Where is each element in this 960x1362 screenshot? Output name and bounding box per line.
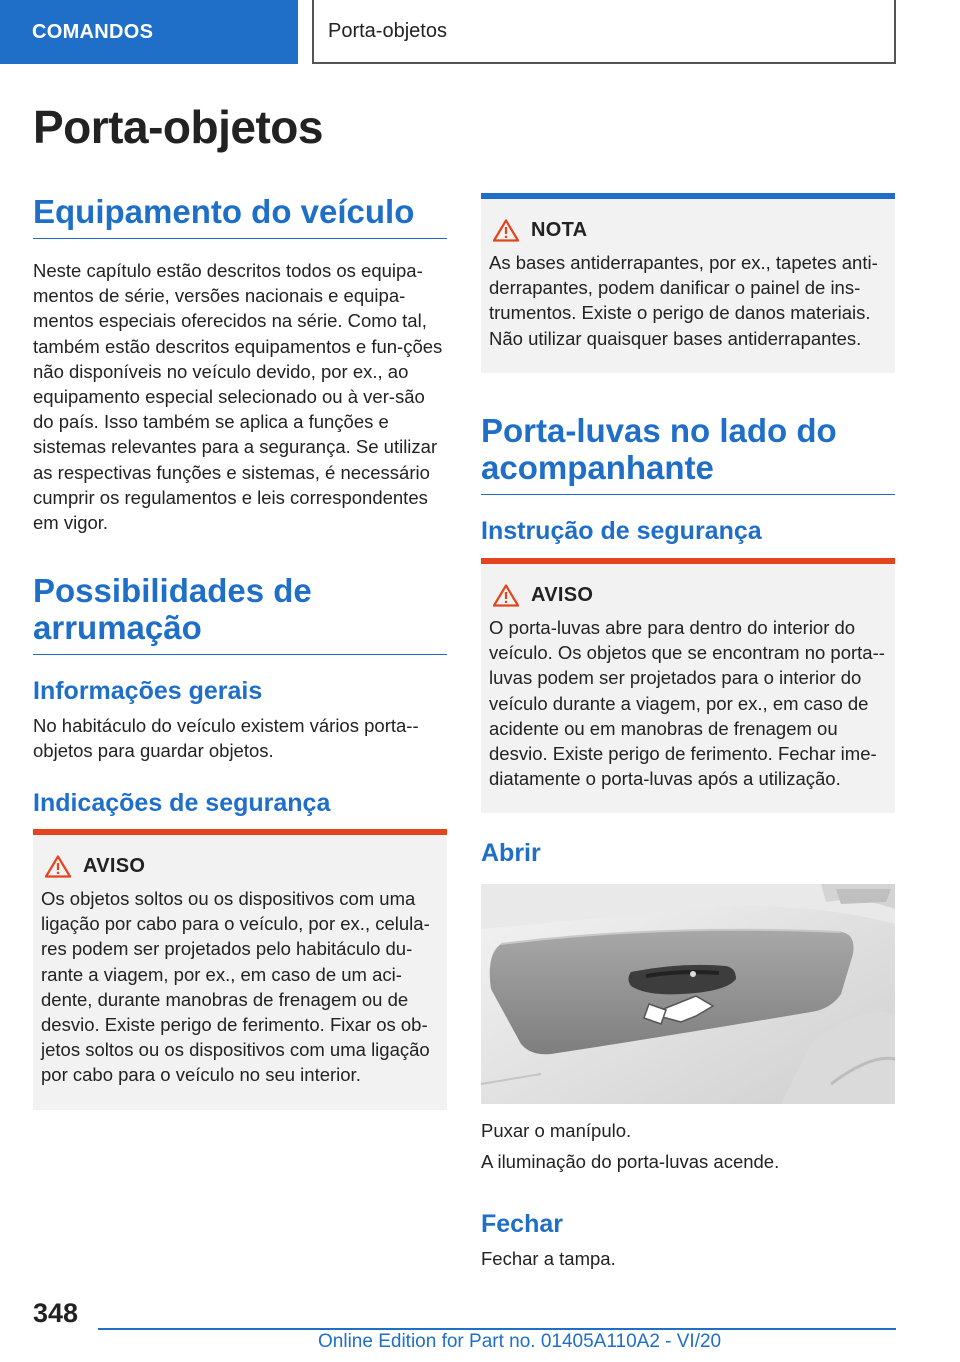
warning-box [33,829,447,1110]
general-info-text: No habitáculo do veículo existem vários porta--objetos para guardar objetos. [33,715,419,762]
equipment-text: Neste capítulo estão descritos todos os equipa-mentos de série, versões nacionais e equipa-mentos especiais oferecidos na série. Como tal, também estão descritos equipamentos e fun-ções não disponíveis no veículo devido, por ex., ao equipamento especial selecionado ou à ver-são do país. Isso também se aplica a funções e sistemas relevantes para a segurança. Se utilizar as respectivas funções e sistemas, é necessário cumprir os regulamentos e leis correspondentes em vigor. [33,260,443,534]
note-text: As bases antiderrapantes, por ex., tapetes anti-derrapantes, podem danificar o painel de ins-trumentos. Existe o perigo de danos materiais. Não utilizar quaisquer bases antiderrapantes. [489,252,878,349]
warning-label: AVISO [531,584,594,606]
storage-heading: Possibilidades de arrumação [33,572,447,655]
open-step-1: Puxar o manípulo. [481,1120,632,1141]
header-section-tab: COMANDOS [0,0,298,64]
equipment-heading: Equipamento do veículo [33,193,447,239]
open-heading: Abrir [481,839,541,867]
warning-label: AVISO [83,855,146,877]
safety-heading: Indicações de segurança [33,789,331,817]
page-title: Porta-objetos [33,101,323,153]
close-text: Fechar a tampa. [481,1248,616,1269]
footer-divider [98,1328,896,1330]
note-header [493,219,887,242]
glovebox-heading: Porta-luvas no lado do acompanhante [481,412,895,495]
glovebox-warning-box [481,558,895,813]
note-label: NOTA [531,219,588,241]
glovebox-handle-photo [481,884,895,1104]
warning-triangle-icon [493,219,519,242]
warning-triangle-icon [493,584,519,607]
safety-instruction-heading: Instrução de segurança [481,517,762,545]
edition-text: Online Edition for Part no. 01405A110A2 - VI/20 [318,1331,722,1352]
note-box [481,193,895,373]
warning-text: O porta-luvas abre para dentro do interior do veículo. Os objetos que se encontram no porta--luvas podem ser projetados para o interior do veículo durante a viagem, por ex., em caso de acidente ou em manobras de frenagem ou desvio. Existe perigo de ferimento. Fechar ime-diatamente o porta-luvas após a utilização. [489,617,885,790]
page-number: 348 [33,1298,79,1328]
open-step-2: A iluminação do porta-luvas acende. [481,1151,780,1172]
close-heading: Fechar [481,1210,563,1238]
warning-text: Os objetos soltos ou os dispositivos com uma ligação por cabo para o veículo, por ex., celula-res podem ser projetados pelo habitáculo du-rante a viagem, por ex., em caso de um aci-dente, durante manobras de frenagem ou de desvio. Existe perigo de ferimento. Fixar os ob-jetos soltos ou os dispositivos com uma ligação por cabo para o veículo no seu interior. [41,888,430,1086]
header-chapter-title: Porta-objetos [312,0,896,64]
warning-header [493,584,887,607]
warning-triangle-icon [45,855,71,878]
general-info-heading: Informações gerais [33,677,263,705]
warning-header [45,855,439,878]
